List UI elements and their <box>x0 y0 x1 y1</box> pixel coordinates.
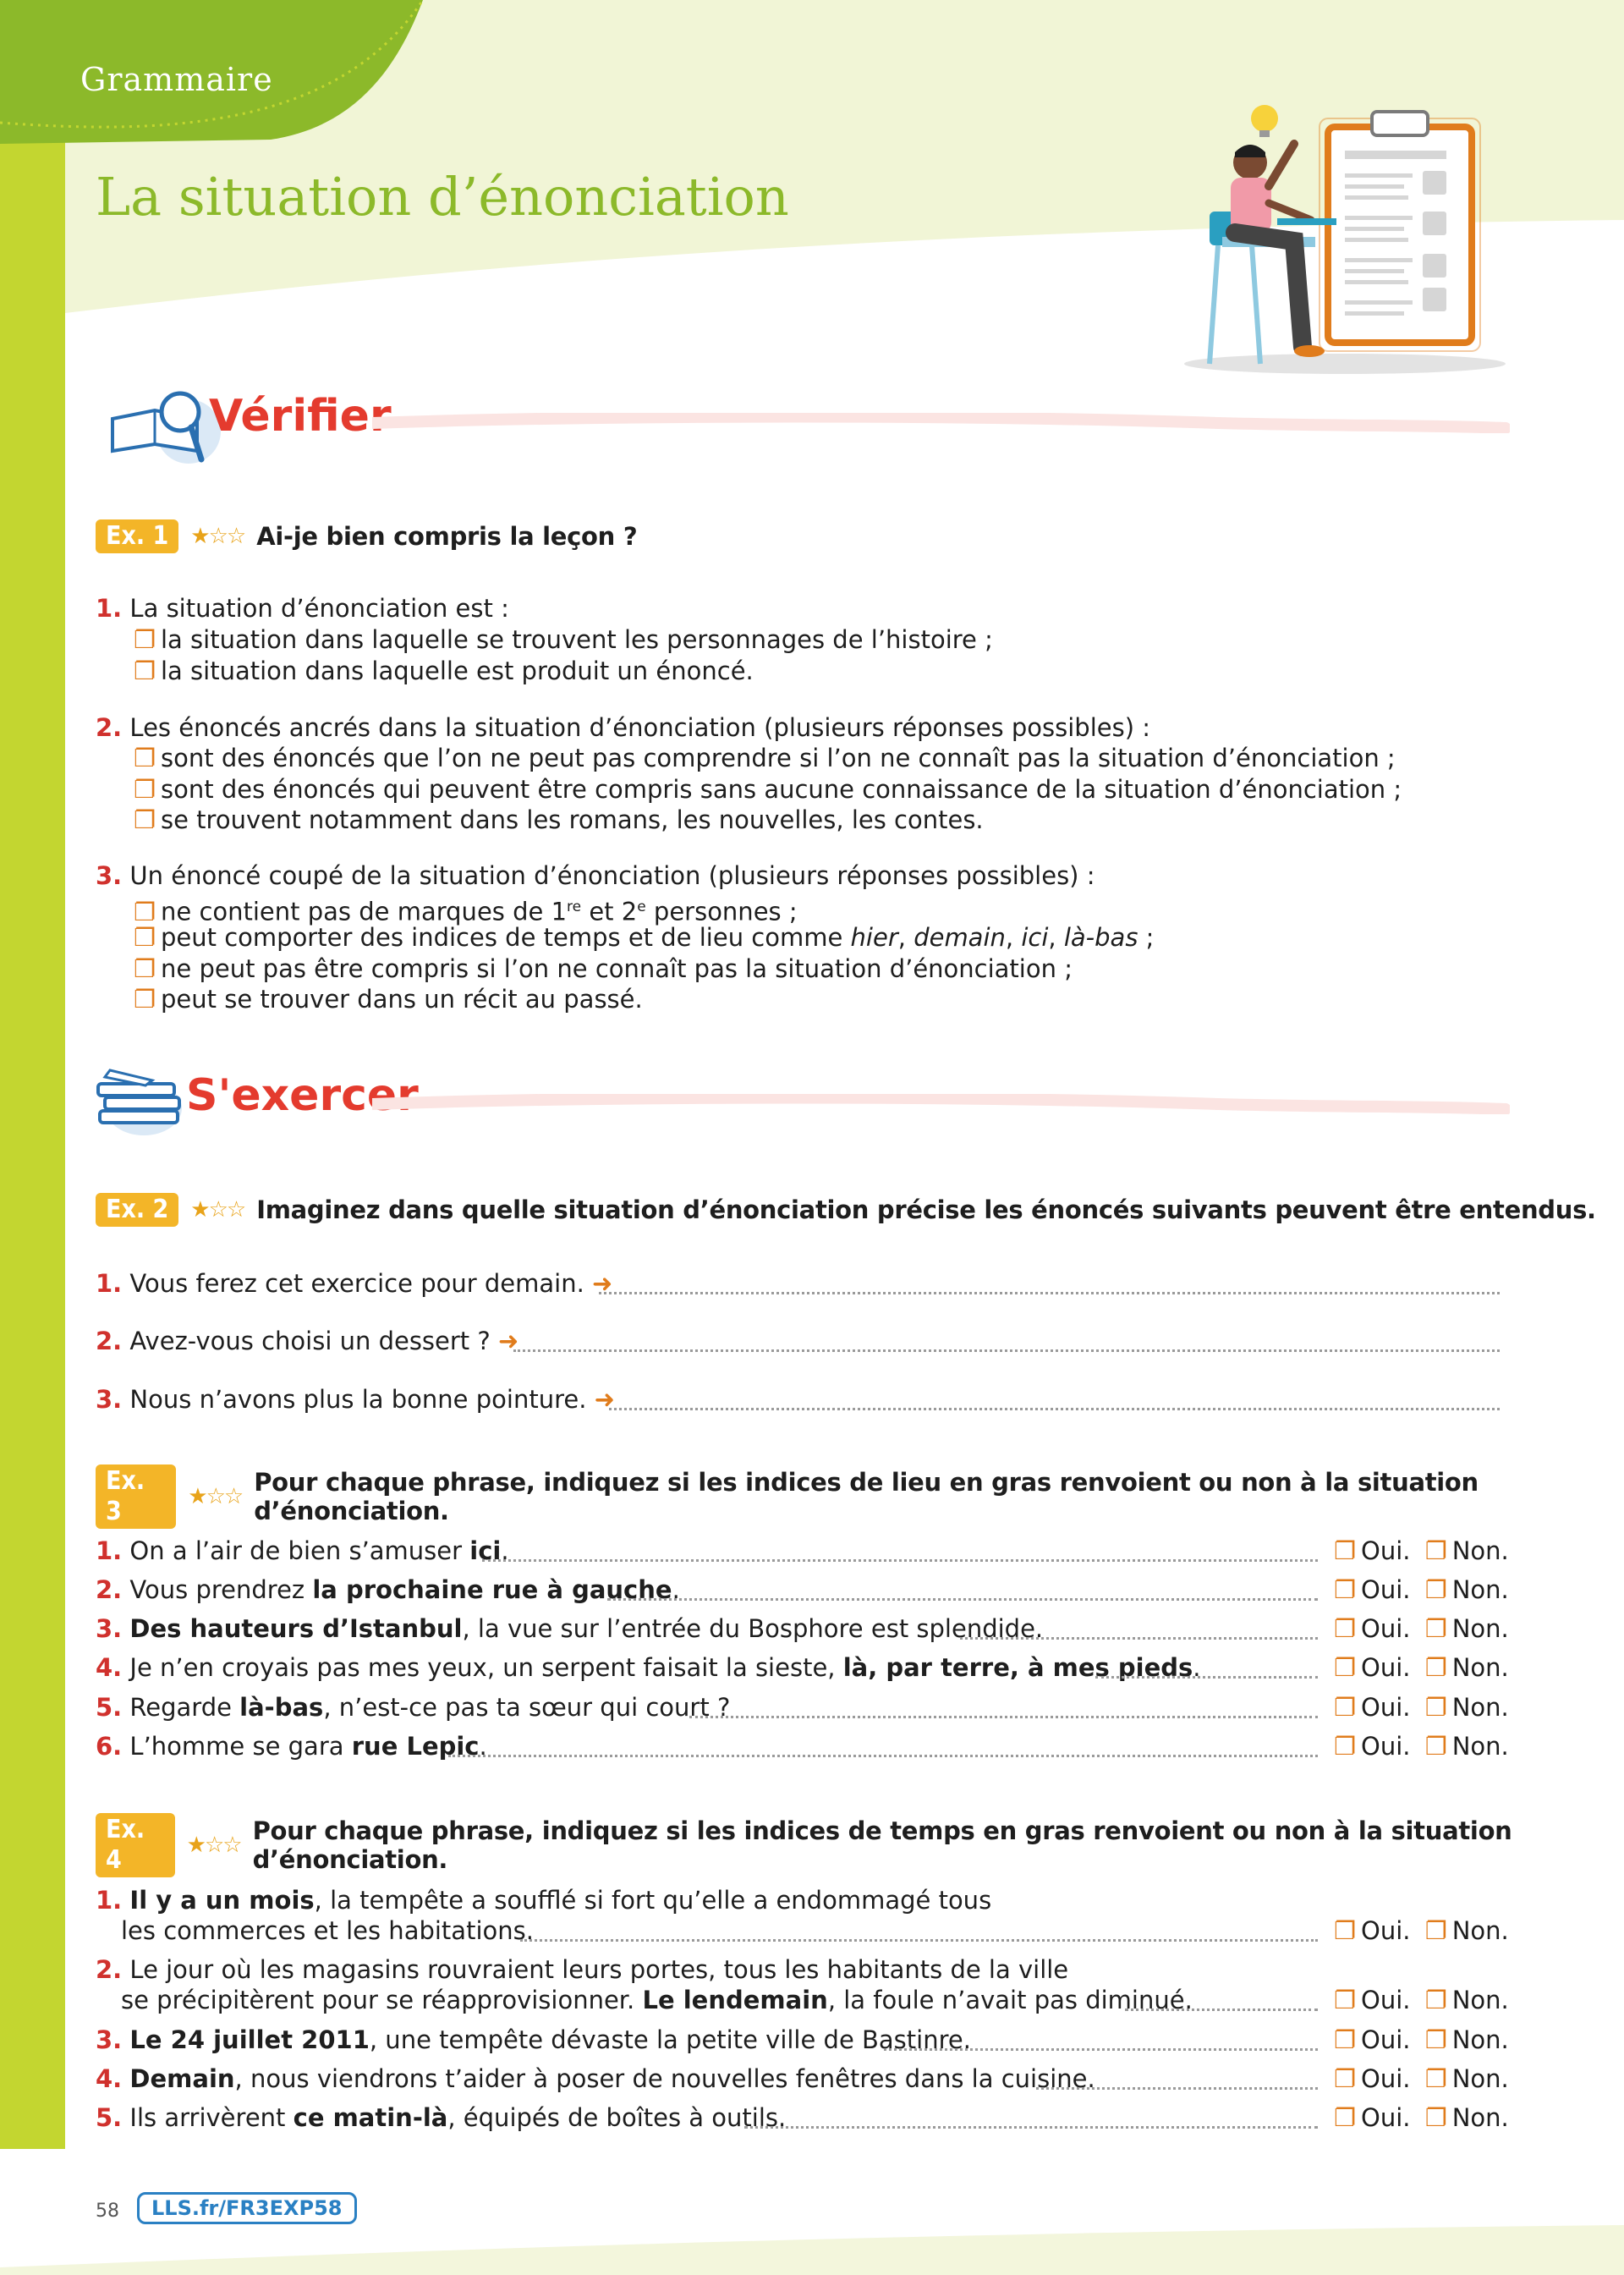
checkbox-icon: ❐ <box>1334 1653 1356 1682</box>
checkbox-icon: ❐ <box>1424 1575 1447 1604</box>
footer-wave <box>0 2217 1624 2275</box>
ex3-title: Pour chaque phrase, indiquez si les indices de lieu en gras renvoient ou non à la situation d’énonciation. <box>254 1468 1479 1525</box>
ex1-q3-option-4[interactable]: ❐ peut se trouver dans un récit au passé. <box>134 985 643 1014</box>
ex4-item-4-answers[interactable]: ❐ Oui. ❐ Non. <box>1334 2064 1509 2093</box>
dotted-leader <box>960 1637 1318 1640</box>
arrow-right-icon: ➜ <box>498 1327 519 1355</box>
ex3-item-6-answers[interactable]: ❐ Oui. ❐ Non. <box>1334 1732 1509 1761</box>
ex1-q3-option-3[interactable]: ❐ ne peut pas être compris si l’on ne connaît pas la situation d’énonciation ; <box>134 954 1073 983</box>
checkbox-icon: ❐ <box>1334 1916 1356 1945</box>
ex4-item-1-line-2: les commerces et les habitations. <box>121 1916 534 1945</box>
dotted-leader <box>884 2048 1318 2051</box>
ex1-title: Ai-je bien compris la leçon ? <box>256 522 638 551</box>
difficulty-stars-icon: ★☆☆ <box>188 1484 243 1509</box>
ex4-title: Pour chaque phrase, indiquez si les indices de temps en gras renvoient ou non à la situation d’énonciation. <box>252 1816 1512 1874</box>
ex4-item-3: 3. Le 24 juillet 2011, une tempête dévaste la petite ville de Bastinre. <box>96 2025 971 2054</box>
ex1-q2: 2. Les énoncés ancrés dans la situation d’énonciation (plusieurs réponses possibles) : <box>96 713 1151 742</box>
resource-link[interactable]: LLS.fr/FR3EXP58 <box>137 2192 357 2224</box>
checkbox-icon: ❐ <box>134 775 156 804</box>
dotted-leader <box>1125 2008 1318 2011</box>
checkbox-icon: ❐ <box>134 625 156 654</box>
books-stack-icon <box>93 1062 195 1138</box>
ex1-q3-option-1[interactable]: ❐ ne contient pas de marques de 1re et 2e personnes ; <box>134 897 798 926</box>
ex3-item-5-answers[interactable]: ❐ Oui. ❐ Non. <box>1334 1693 1509 1722</box>
ex1-q3: 3. Un énoncé coupé de la situation d’énonciation (plusieurs réponses possibles) : <box>96 861 1095 890</box>
checkbox-icon: ❐ <box>1424 1653 1447 1682</box>
ex1-header <box>96 519 637 553</box>
checkbox-icon: ❐ <box>1424 1536 1447 1565</box>
checkbox-icon: ❐ <box>1424 1732 1447 1761</box>
ex4-header <box>96 1813 1624 1877</box>
checkbox-icon: ❐ <box>1334 1536 1356 1565</box>
ex4-item-2-answers[interactable]: ❐ Oui. ❐ Non. <box>1334 1986 1509 2014</box>
dotted-leader <box>1036 2087 1318 2090</box>
ex3-item-2: 2. Vous prendrez la prochaine rue à gauche. <box>96 1575 680 1604</box>
ex1-q1-option-1[interactable]: ❐ la situation dans laquelle se trouvent les personnages de l’histoire ; <box>134 625 993 654</box>
ex3-item-4-answers[interactable]: ❐ Oui. ❐ Non. <box>1334 1653 1509 1682</box>
checkbox-icon: ❐ <box>1334 1614 1356 1643</box>
checkbox-icon: ❐ <box>134 897 156 926</box>
chapter-tab-label: Grammaire <box>80 61 273 98</box>
checkbox-icon: ❐ <box>1334 2103 1356 2132</box>
ex3-header <box>96 1464 1624 1529</box>
checkbox-icon: ❐ <box>134 657 156 685</box>
ex4-item-4: 4. Demain, nous viendrons t’aider à poser de nouvelles fenêtres dans la cuisine. <box>96 2064 1095 2093</box>
checkbox-icon: ❐ <box>1424 1986 1447 2014</box>
dotted-leader <box>448 1755 1318 1757</box>
ex2-answer-line-1[interactable] <box>599 1292 1500 1294</box>
checkbox-icon: ❐ <box>1334 1575 1356 1604</box>
ex1-q1: 1. La situation d’énonciation est : <box>96 594 509 623</box>
checkbox-icon: ❐ <box>1424 2103 1447 2132</box>
dotted-leader <box>689 1716 1318 1718</box>
ex4-item-5: 5. Ils arrivèrent ce matin-là, équipés de boîtes à outils. <box>96 2103 787 2132</box>
ex3-item-1-answers[interactable]: ❐ Oui. ❐ Non. <box>1334 1536 1509 1565</box>
difficulty-stars-icon: ★☆☆ <box>190 1197 245 1223</box>
ex1-q2-option-3[interactable]: ❐ se trouvent notamment dans les romans, les nouvelles, les contes. <box>134 805 984 834</box>
ex3-item-1: 1. On a l’air de bien s’amuser ici. <box>96 1536 509 1565</box>
checkbox-icon: ❐ <box>1334 1986 1356 2014</box>
ex4-item-1: 1. Il y a un mois, la tempête a soufflé si fort qu’elle a endommagé tous <box>96 1886 992 1915</box>
student-clipboard-illustration <box>1176 93 1514 381</box>
ex4-item-1-answers[interactable]: ❐ Oui. ❐ Non. <box>1334 1916 1509 1945</box>
ex2-header <box>96 1193 1596 1227</box>
ex3-item-4: 4. Je n’en croyais pas mes yeux, un serpent faisait la sieste, là, par terre, à mes pieds. <box>96 1653 1201 1682</box>
section-title-verifier: Vérifier <box>209 391 392 442</box>
ex3-item-5: 5. Regarde là-bas, n’est-ce pas ta sœur qui court ? <box>96 1693 731 1722</box>
checkbox-icon: ❐ <box>1334 2025 1356 2054</box>
ex3-item-3: 3. Des hauteurs d’Istanbul, la vue sur l’entrée du Bosphore est splendide. <box>96 1614 1044 1643</box>
checkbox-icon: ❐ <box>134 954 156 983</box>
ex2-item-2: 2. Avez-vous choisi un dessert ? ➜ <box>96 1327 519 1355</box>
arrow-right-icon: ➜ <box>592 1269 613 1298</box>
ex1-q2-option-2[interactable]: ❐ sont des énoncés qui peuvent être compris sans aucune connaissance de la situation d’énonciation ; <box>134 775 1402 804</box>
ex4-item-2: 2. Le jour où les magasins rouvraient leurs portes, tous les habitants de la ville <box>96 1955 1069 1984</box>
ex4-badge: Ex. 4 <box>96 1813 175 1877</box>
page-number: 58 <box>96 2201 119 2222</box>
dotted-leader <box>607 1598 1318 1601</box>
dotted-leader <box>482 1559 1318 1562</box>
arrow-right-icon: ➜ <box>594 1385 615 1414</box>
difficulty-stars-icon: ★☆☆ <box>190 524 245 549</box>
dotted-leader <box>1095 1676 1318 1679</box>
ex1-badge: Ex. 1 <box>96 519 178 553</box>
ex2-item-1: 1. Vous ferez cet exercice pour demain. ➜ <box>96 1269 613 1298</box>
page-title: La situation d’énonciation <box>96 166 789 228</box>
ex2-item-3: 3. Nous n’avons plus la bonne pointure. ➜ <box>96 1385 615 1414</box>
ex1-q3-option-2[interactable]: ❐ peut comporter des indices de temps et de lieu comme hier, demain, ici, là-bas ; <box>134 923 1155 952</box>
ex2-title: Imaginez dans quelle situation d’énonciation précise les énoncés suivants peuvent être entendus. <box>256 1195 1596 1224</box>
ex3-item-6: 6. L’homme se gara rue Lepic. <box>96 1732 487 1761</box>
difficulty-stars-icon: ★☆☆ <box>186 1833 241 1858</box>
checkbox-icon: ❐ <box>1334 1732 1356 1761</box>
ex2-answer-line-2[interactable] <box>513 1349 1500 1352</box>
checkbox-icon: ❐ <box>1424 2064 1447 2093</box>
checkbox-icon: ❐ <box>1424 1614 1447 1643</box>
decorative-wave-line <box>372 1094 1510 1114</box>
checkbox-icon: ❐ <box>134 805 156 834</box>
decorative-wave-line <box>372 413 1510 433</box>
ex2-answer-line-3[interactable] <box>609 1408 1500 1410</box>
dotted-leader <box>520 1939 1318 1942</box>
ex2-badge: Ex. 2 <box>96 1193 178 1227</box>
checkbox-icon: ❐ <box>1424 1693 1447 1722</box>
ex1-q2-option-1[interactable]: ❐ sont des énoncés que l’on ne peut pas comprendre si l’on ne connaît pas la situation d’énonciation ; <box>134 744 1396 772</box>
section-title-exercer: S'exercer <box>186 1070 419 1121</box>
ex4-item-2-line-2: se précipitèrent pour se réapprovisionner. Le lendemain, la foule n’avait pas diminué. <box>121 1986 1193 2014</box>
checkbox-icon: ❐ <box>134 744 156 772</box>
ex3-badge: Ex. 3 <box>96 1464 176 1529</box>
checkbox-icon: ❐ <box>1334 2064 1356 2093</box>
ex4-item-3-answers[interactable]: ❐ Oui. ❐ Non. <box>1334 2025 1509 2054</box>
checkbox-icon: ❐ <box>134 923 156 952</box>
checkbox-icon: ❐ <box>1424 1916 1447 1945</box>
checkbox-icon: ❐ <box>134 985 156 1014</box>
dotted-leader <box>744 2126 1318 2129</box>
ex4-item-5-answers[interactable]: ❐ Oui. ❐ Non. <box>1334 2103 1509 2132</box>
ex3-item-3-answers[interactable]: ❐ Oui. ❐ Non. <box>1334 1614 1509 1643</box>
checkbox-icon: ❐ <box>1424 2025 1447 2054</box>
ex1-q1-option-2[interactable]: ❐ la situation dans laquelle est produit un énoncé. <box>134 657 754 685</box>
ex3-item-2-answers[interactable]: ❐ Oui. ❐ Non. <box>1334 1575 1509 1604</box>
left-color-band <box>0 0 65 2149</box>
checkbox-icon: ❐ <box>1334 1693 1356 1722</box>
